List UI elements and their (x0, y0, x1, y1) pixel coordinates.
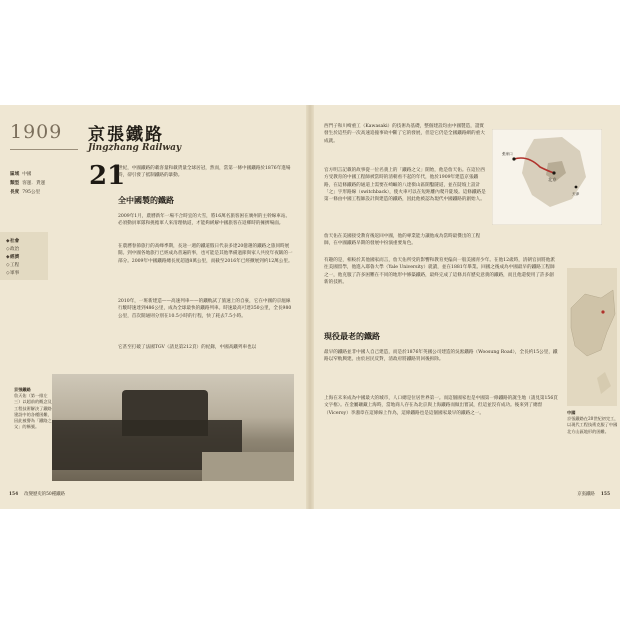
right-running-head: 京張鐵路 (577, 492, 595, 497)
left-running-head: 改變歷史的50種鐵路 (24, 492, 65, 497)
right-paragraph-2: 官方明言記載的故事從一位名義上的「鐵路之父」開始，他是詹天佑。在這位西方受教育的中國工程師被當時的清朝看不起的年代，他於1909年建造京張鐵路，在這條鐵路的通道上需要在崎嶇的八達嶺山區開鑿隧道，並在陡坡上設計「之」字形路線（switchback），使火車可以在短距離內爬升陡坡。這條鐵路是第一條由中國工程師設計與建造的鐵路，因此他被認為現代中國鐵路的創始人。 (324, 168, 486, 203)
fact-length: 長度 795公里 (10, 190, 41, 195)
map-label-beijing: 北京 (548, 177, 557, 182)
category-economy: ◆經濟 (6, 255, 20, 260)
book-gutter (306, 105, 314, 509)
left-page (0, 105, 306, 509)
beijing-dot (552, 171, 555, 174)
category-box (0, 232, 48, 280)
right-folio (577, 491, 610, 497)
category-politics: ◇政治 (6, 247, 20, 252)
category-engineering: ◇工程 (6, 263, 20, 268)
photo-caption: 京張鐵路 詹天佑（第一排左三）以超前的概念及工程技術解決了鐵路建設中的各種困難，因此被譽為「鐵路之父」的稱號。 (14, 387, 52, 430)
map-label-zhangjiakou: 張家口 (502, 152, 513, 156)
section-heading-2: 現役最老的鐵路 (324, 331, 380, 341)
body-paragraph-4: 它甚至打破了法國TGV（請見第212頁）的紀錄，中國高鐵列車也以 (118, 345, 257, 350)
right-paragraph-6: 上海在未來成為中國最大的城市，人口總是位居世界第一。而這個國家也是中國第一條鐵路的誕生地（請見第156頁文字框）。在金屬礦藏上海時，當地商人存在為北京與上海鐵路而做出嘗試，但這並沒有成功。後來到了總督（Viceroy）李鴻章在這條線上作為，這條鐵路也是這個國家最早的鐵路之一。 (324, 396, 558, 416)
right-paragraph-5: 最早的鐵路並非中國人自己建造，而是於1876年英國公司建造的吳淞鐵路（Woosung Road），全長約15公里，鐵路以窄軌興建。由於居民反對，清政府將鐵路買回後拆除。 (324, 350, 558, 363)
china-locator-map (567, 268, 617, 406)
historic-photo (52, 374, 294, 481)
intro-paragraph: 世紀，中國鐵路的載客量和載貨量全球居冠，然而，當第一條中國鐵路於1876年進場時，卻引發了抵制鐵路的暴動。 (118, 166, 291, 179)
fact-box (10, 170, 45, 197)
body-paragraph-3: 2010年，一班新建造——高速列車——的鐵軌試了旅速上的自豪，它在中國的京滬線行駛時速達到486公里，成為全球最快的鐵路列車。時速最高可達350公里，全長980公里，首次開通則分別在10.5小時的行程，快了耗去7.5小時。 (118, 299, 292, 319)
tianjin-dot (575, 186, 578, 189)
section-heading: 全中國製的鐵路 (118, 195, 174, 205)
body-paragraph-1: 2009年1月，農曆新年一場不合時宜的大雪，將16萬名旅客困在廣州的主幹線車站。必須動員軍隊和挑擔軍人來清理軌道，才能夠緩解中國旅客在返鄉時的擁擠場面。 (118, 214, 291, 227)
right-paragraph-3: 詹天佑在美國接受教育後返回中國，他的專業能力讓他成為當時最傑出的工程師，在中國鐵路早期的發展中扮演重要角色。 (324, 234, 481, 247)
track-shape (202, 452, 294, 481)
right-page (314, 105, 620, 509)
chapter-title: 京張鐵路 (88, 125, 164, 145)
chapter-title-english: Jingzhang Railway (88, 143, 182, 153)
route-map (492, 129, 602, 225)
beijing-marker (601, 310, 604, 313)
fact-type: 類型 客運．貨運 (10, 181, 46, 186)
fact-region: 區域 中國 (10, 172, 32, 177)
left-page-number: 154 (9, 492, 19, 497)
locator-map-caption: 中國 京張鐵路在20世紀初完工，以現代工程技術克服了中國北方山區地形的困難。 (567, 410, 619, 434)
right-page-number: 155 (600, 492, 610, 497)
right-paragraph-4: 有趣的是，相較於其他國家而言，詹天佑所受的影響和教育更偏向一般美國青少年。在他12歲時，清朝官員將他派往美國留學，他進入耶魯大學（Yale University）就讀，並在1881年畢業。回國之後成為中國最早的鐵路工程師之一，他克服了許多困難在不同的地形中修築鐵路，最終完成了這條具有歷史意義的鐵路，而且他還使用了許多創新的技術。 (324, 258, 555, 285)
drop-cap: 21 (89, 161, 126, 191)
map-label-tianjin: 天津 (572, 192, 580, 196)
left-folio (9, 491, 65, 497)
category-society: ◆社會 (6, 239, 20, 244)
right-paragraph-1: 西門子和川崎重工（Kawasaki）的技術為基礎，整個建設均由中國製造，證實發生於這些的一次高速追撞事故中斷了它的發展，但是它仍是全國鐵路網的重大成就。 (324, 124, 485, 144)
zhangjiakou-dot (512, 157, 515, 160)
category-military: ◇軍事 (6, 271, 20, 276)
body-paragraph-2: 在農曆春節旅行的高峰季期，長途一週的鐵道假日代表多達20億趟的鐵路之旅同時展開。到中國各地旅行已經成為普遍的事，也可能是其他準備過節與家人共度年夜飯的一部分。2009年中國鐵路總長度超過8萬公里，而截至2016年已經擴展到約12萬公里。 (118, 244, 293, 264)
year-label: 1909 (10, 121, 63, 143)
year-rule (10, 149, 78, 150)
